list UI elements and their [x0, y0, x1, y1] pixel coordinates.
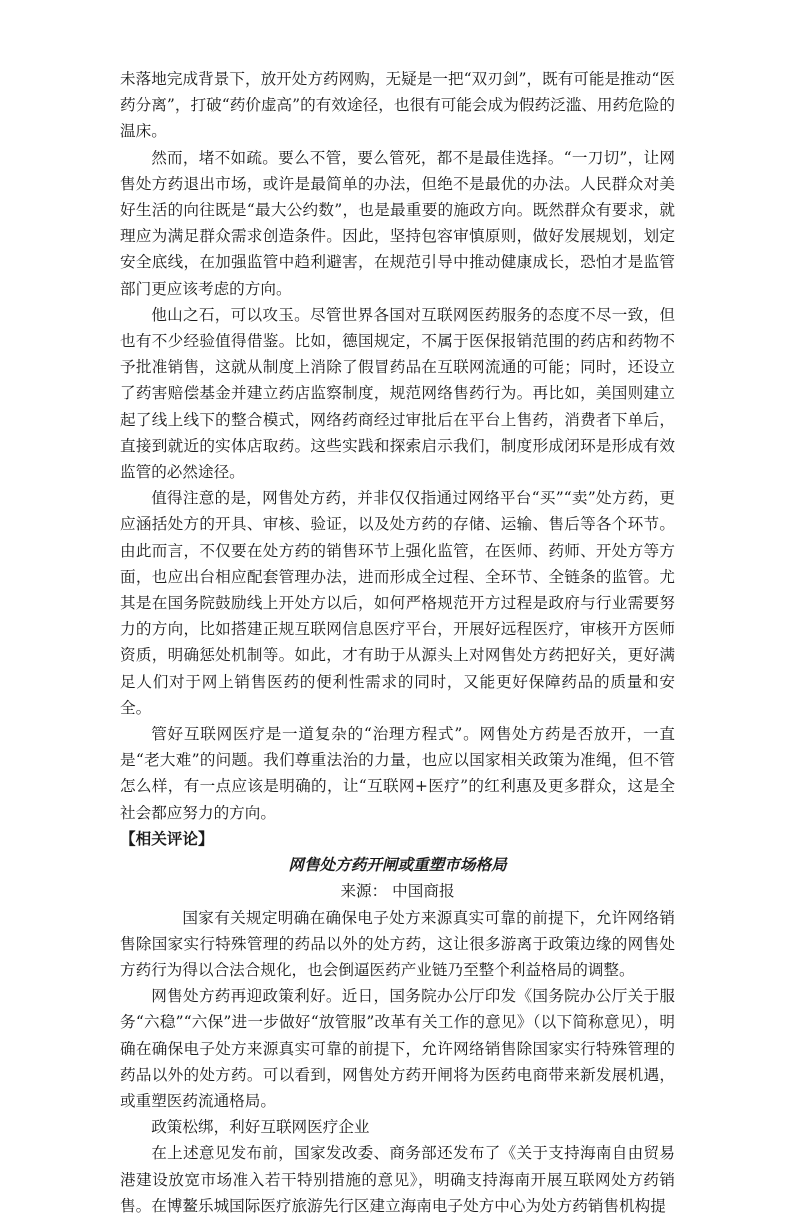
- paragraph-continuation: 未落地完成背景下，放开处方药网购，无疑是一把“双刃剑”，既有可能是推动“医药分离”，打破“药价虚高”的有效途径，也很有可能会成为假药泛滥、用药危险的温床。: [120, 70, 675, 141]
- related-article-title: 网售处方药开闸或重塑市场格局: [288, 855, 507, 875]
- document-page: [120, 66, 675, 1219]
- related-article-source: 来源： 中国商报: [340, 882, 455, 901]
- paragraph: 管好互联网医疗是一道复杂的“治理方程式”。网售处方药是否放开，一直是“老大难”的问题。我们尊重法治的力量，也应以国家相关政策为准绳，但不管怎么样，有一点应该是明确的，让“互联网+医疗”的红利惠及更多群众，这是全社会都应努力的方向。: [120, 725, 675, 822]
- paragraph: 他山之石，可以攻玉。尽管世界各国对互联网医药服务的态度不尽一致，但也有不少经验值得借鉴。比如，德国规定，不属于医保报销范围的药店和药物不予批准销售，这就从制度上消除了假冒药品在互联网流通的可能；同时，还设立了药害赔偿基金并建立药店监察制度，规范网络售药行为。再比如，美国则建立起了线上线下的整合模式，网络药商经过审批后在平台上售药，消费者下单后，直接到就近的实体店取药。这些实践和探索启示我们，制度形成闭环是形成有效监管的必然途径。: [120, 305, 675, 482]
- related-lead-paragraph: 国家有关规定明确在确保电子处方来源真实可靠的前提下，允许网络销售除国家实行特殊管理的药品以外的处方药，这让很多游离于政策边缘的网售处方药行为得以合法合规化，也会倒逼医药产业链乃至整个利益格局的调整。: [120, 908, 675, 979]
- related-paragraph: 网售处方药再迎政策利好。近日，国务院办公厅印发《国务院办公厅关于服务“六稳”“六保”进一步做好“放管服”改革有关工作的意见》（以下简称意见），明确在确保电子处方来源真实可靠的前提下，允许网络销售除国家实行特殊管理的药品以外的处方药。可以看到，网售处方药开闸将为医药电商带来新发展机遇，或重塑医药流通格局。: [120, 987, 675, 1110]
- related-subheading: 政策松绑，利好互联网医疗企业: [151, 1118, 370, 1137]
- related-paragraph: 在上述意见发布前，国家发改委、商务部还发布了《关于支持海南自由贸易港建设放宽市场准入若干特别措施的意见》，明确支持海南开展互联网处方药销售。在博鳌乐城国际医疗旅游先行区建立海南电子处方中心为处方药销售机构提: [120, 1144, 675, 1215]
- paragraph: 然而，堵不如疏。要么不管，要么管死，都不是最佳选择。“一刀切”，让网售处方药退出市场，或许是最简单的办法，但绝不是最优的办法。人民群众对美好生活的向往既是“最大公约数”，也是最重要的施政方向。既然群众有要求，就理应为满足群众需求创造条件。因此，坚持包容审慎原则，做好发展规划，划定安全底线，在加强监管中趋利避害，在规范引导中推动健康成长，恐怕才是监管部门更应该考虑的方向。: [120, 148, 675, 298]
- related-comment-label: 【相关评论】: [120, 829, 214, 848]
- paragraph: 值得注意的是，网售处方药，并非仅仅指通过网络平台“买”“卖”处方药，更应涵括处方的开具、审核、验证，以及处方药的存储、运输、售后等各个环节。由此而言，不仅要在处方药的销售环节上强化监管，在医师、药师、开处方等方面，也应出台相应配套管理办法，进而形成全过程、全环节、全链条的监管。尤其是在国务院鼓励线上开处方以后，如何严格规范开方过程是政府与行业需要努力的方向，比如搭建正规互联网信息医疗平台，开展好远程医疗，审核开方医师资质，明确惩处机制等。如此，才有助于从源头上对网售处方药把好关，更好满足人们对于网上销售医药的便利性需求的同时，又能更好保障药品的质量和安全。: [120, 489, 675, 717]
